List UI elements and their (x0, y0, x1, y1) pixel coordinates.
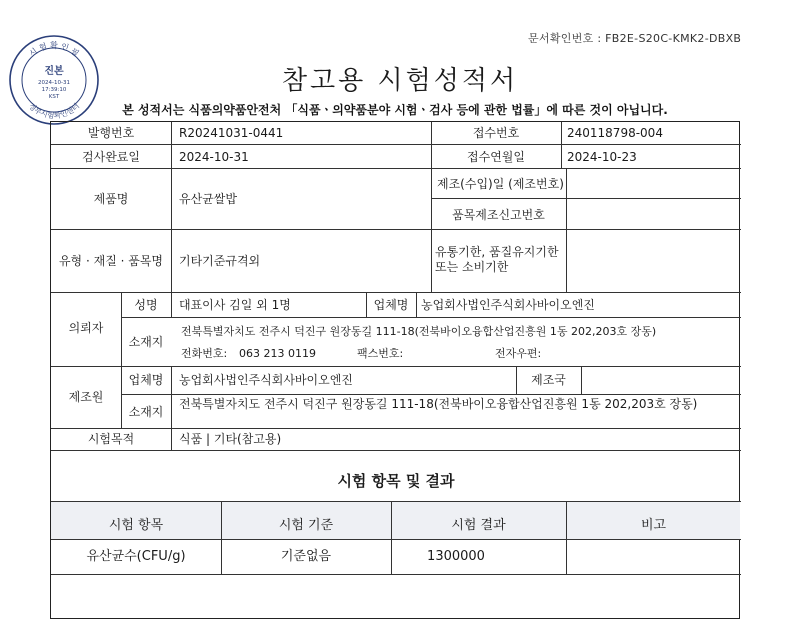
seal-time: 17:39:10 (41, 87, 67, 93)
client-name-value: 대표이사 김일 외 1명 (179, 298, 291, 312)
type-label: 유형 · 재질 · 품목명 (58, 254, 164, 268)
seal-top-text: 시 험 확 인 필 (27, 41, 81, 59)
product-name-value: 유산균쌀밥 (179, 192, 237, 206)
issue-number-label: 발행번호 (87, 126, 135, 140)
expiry-label: 유통기한, 품질유지기한 또는 소비기한 (435, 245, 559, 274)
receipt-number-value: 240118798-004 (567, 126, 663, 140)
seal-bottom-text: 정부시험확인센터 (26, 101, 82, 121)
manufacture-date-label: 제조(수입)일 (제조번호) (437, 177, 564, 191)
client-company-value: 농업회사법인주식회사바이오엔진 (421, 298, 595, 312)
result-row-standard: 기준없음 (280, 549, 332, 564)
completion-date-label: 검사완료일 (82, 150, 140, 164)
manufacturer-address-label: 소재지 (128, 405, 164, 419)
client-phone-label: 전화번호: (181, 347, 228, 360)
manufacturer-country-label: 제조국 (531, 373, 566, 387)
result-row-value: 1300000 (427, 549, 485, 564)
test-report-table (50, 121, 740, 619)
manufacturer-section-label: 제조원 (68, 390, 104, 404)
test-purpose-value: 식품 | 기타(참고용) (179, 432, 282, 446)
client-email-label: 전자우편: (495, 347, 542, 360)
item-report-number-label: 품목제조신고번호 (452, 208, 545, 222)
receipt-date-label: 접수연월일 (467, 150, 525, 164)
issue-number-value: R20241031-0441 (179, 126, 284, 140)
manufacturer-company-value: 농업회사법인주식회사바이오엔진 (179, 373, 353, 387)
receipt-number-label: 접수번호 (472, 126, 520, 140)
client-name-label: 성명 (134, 298, 158, 312)
result-row-item: 유산균수(CFU/g) (86, 549, 186, 564)
client-address-label: 소재지 (128, 335, 164, 349)
manufacturer-address-value: 전북특별자치도 전주시 덕진구 원장동길 111-18(전북바이오융합산업진흥원 1동 202,203호 장동) (179, 397, 698, 411)
results-col-item: 시험 항목 (108, 518, 164, 533)
seal-timezone: KST (48, 94, 60, 100)
test-purpose-label: 시험목적 (87, 432, 135, 446)
seal-date: 2024-10-31 (38, 80, 70, 86)
notice-banner: 본 성적서는 식품의약품안전처 「식품ㆍ의약품분야 시험ㆍ검사 등에 관한 법률」에 따른 것이 아닙니다. (122, 103, 668, 117)
manufacturer-company-label: 업체명 (128, 373, 164, 387)
client-section-label: 의뢰자 (68, 321, 104, 335)
seal-center-text: 진본 (44, 66, 64, 77)
results-col-standard: 시험 기준 (278, 518, 334, 533)
receipt-date-value: 2024-10-23 (567, 150, 637, 164)
product-name-label: 제품명 (93, 192, 129, 206)
client-phone-value: 063 213 0119 (239, 347, 316, 360)
client-address-value: 전북특별자치도 전주시 덕진구 원장동길 111-18(전북바이오융합산업진흥원 1동 202,203호 장동) (181, 325, 657, 338)
document-number: 문서확인번호 : FB2E-S20C-KMK2-DBXB (528, 32, 742, 45)
client-company-label: 업체명 (373, 298, 409, 312)
document-title: 참고용 시험성적서 (281, 66, 519, 96)
type-value: 기타기준규격외 (179, 254, 261, 268)
client-fax-label: 팩스번호: (357, 347, 404, 360)
results-heading: 시험 항목 및 결과 (337, 472, 455, 490)
results-col-remarks: 비고 (640, 518, 667, 533)
completion-date-value: 2024-10-31 (179, 150, 249, 164)
results-col-result: 시험 결과 (451, 518, 506, 533)
